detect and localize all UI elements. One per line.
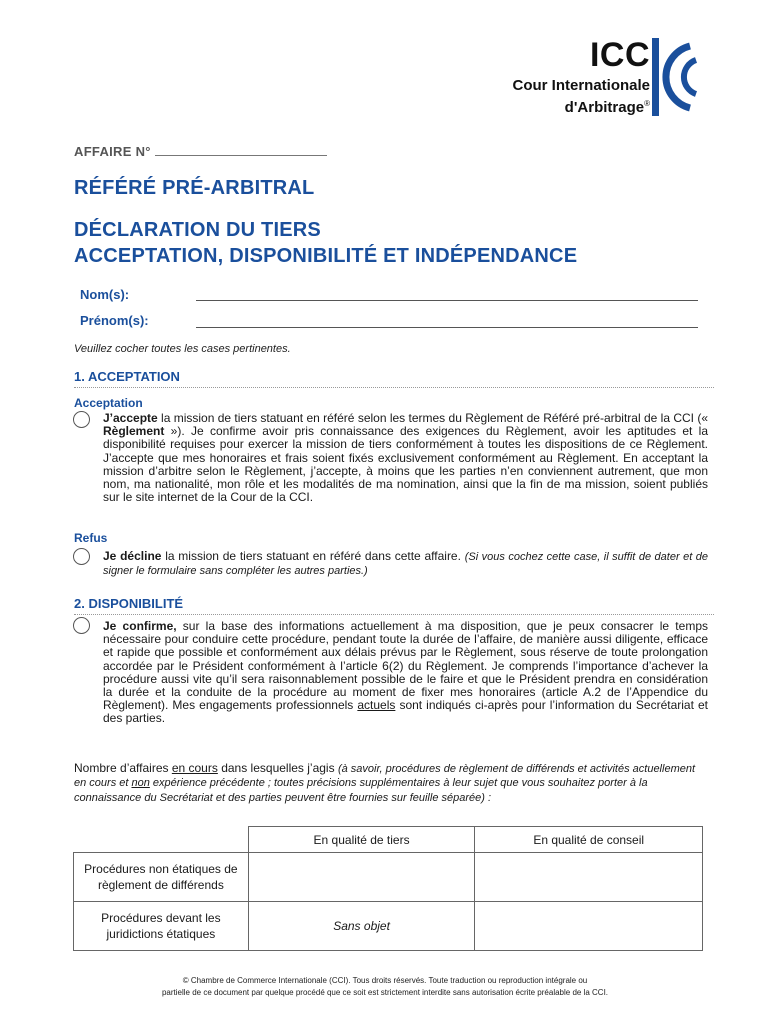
acceptation-heading: Acceptation: [74, 396, 143, 410]
header-conseil: En qualité de conseil: [475, 827, 703, 853]
table-row: [74, 902, 703, 951]
refus-heading: Refus: [74, 531, 108, 545]
section-acceptation-title: 1. ACCEPTATION: [74, 369, 714, 388]
title-declaration: DÉCLARATION DU TIERS: [74, 219, 321, 241]
affaire-number-field[interactable]: [74, 143, 327, 159]
logo-icc-text: ICC: [589, 36, 650, 74]
disponibilite-radio[interactable]: [73, 617, 90, 634]
cell-tiers-input[interactable]: [248, 853, 475, 902]
noms-label: Nom(s):: [80, 287, 130, 302]
refus-radio[interactable]: [73, 548, 90, 565]
accept-paragraph: J’accepte la mission de tiers statuant en référé selon les termes du Règlement de Référé pré-arbitral de la CCI (« Règlement »). Je confirme avoir pris connaissance des exigences du Règlement, avoir les aptitudes et la disponibilité requises pour exercer la mission de tiers conformément à toutes les dispositions de ce Règlement. J’accepte que mes honoraires et frais soient fixés exclusivement conformément au Règlement. En acceptant la mission d’arbitre selon le Règlement, j’accepte, à moins que les parties n’en conviennent autrement, que mon nom, ma nationalité, mon rôle et les modalités de ma nomination, ainsi que la fin de ma mission, soient publiés sur le site internet de la Cour de la CCI.: [103, 411, 708, 505]
footer-line1: © Chambre de Commerce Internationale (CCI). Tous droits réservés. Toute traduction ou reproduction intégrale ou: [182, 976, 588, 985]
section-disponibilite-title: 2. DISPONIBILITÉ: [74, 596, 714, 615]
accept-radio[interactable]: [73, 411, 90, 428]
row-label: Procédures non étatiques de règlement de différends: [74, 853, 249, 902]
title-acceptation: ACCEPTATION, DISPONIBILITÉ ET INDÉPENDANCE: [74, 245, 578, 267]
icc-logo-icon: [650, 36, 706, 118]
disponibilite-paragraph: Je confirme, sur la base des informations actuellement à ma disposition, que je peux consacrer le temps nécessaire pour conduire cette procédure, pendant toute la durée de l’affaire, de manière aussi diligente, efficace et rapide que possible et conformément aux délais prévus par le Règlement, sous réserve de toute prolongation accordée par le Président conformément à l’article 6(2) du Règlement. Je comprends l’importance d’achever la procédure aussi vite qu’il sera raisonnablement possible de le faire et que le Président prendra en considération la durée et la conduite de la procédure au moment de fixer mes honoraires (article A.2 de l’Appendice du Règlement). Mes engagements professionnels actuels sont indiqués ci-après pour l’information du Secrétariat et des parties.: [103, 619, 708, 726]
logo-line1: Cour Internationale: [512, 77, 650, 94]
table-header-row: [74, 827, 703, 853]
copyright-footer: [100, 975, 670, 999]
cell-conseil-input[interactable]: [475, 902, 703, 951]
prenoms-label: Prénom(s):: [80, 313, 149, 328]
engagements-table: [73, 826, 703, 951]
noms-input-line[interactable]: [196, 299, 698, 301]
refus-paragraph: Je décline la mission de tiers statuant en référé dans cette affaire. (Si vous cochez cette case, il suffit de dater et de signer le formulaire sans compléter les autres parties.): [103, 549, 708, 578]
cell-conseil-input[interactable]: [475, 853, 703, 902]
affaires-en-cours-paragraph: Nombre d’affaires en cours dans lesquelles j’agis (à savoir, procédures de règlement de différends et activités actuellement en cours et non expérience précédente ; toutes précisions supplémentaires à leur sujet que vous souhaitez porter à la connaissance du Secrétariat et des parties peuvent être fournies sur feuille séparée) :: [74, 761, 696, 804]
affaire-label: AFFAIRE N°: [74, 144, 151, 159]
footer-line2: partielle de ce document par quelque procédé que ce soit est strictement interdite sans autorisation écrite préalable de la CCI.: [161, 988, 609, 997]
logo-line2: d'Arbitrage®: [564, 99, 650, 116]
title-refere: RÉFÉRÉ PRÉ-ARBITRAL: [74, 177, 315, 199]
logo-subtitle: [470, 77, 650, 117]
affaire-blank-line: [155, 143, 327, 156]
header-tiers: En qualité de tiers: [248, 827, 475, 853]
table-row: [74, 853, 703, 902]
cell-sans-objet: Sans objet: [248, 902, 475, 951]
row-label: Procédures devant les juridictions étatiques: [74, 902, 249, 951]
prenoms-input-line[interactable]: [196, 326, 698, 328]
table-corner-cell: [74, 827, 249, 853]
instructions-note: Veuillez cocher toutes les cases pertinentes.: [74, 343, 291, 355]
